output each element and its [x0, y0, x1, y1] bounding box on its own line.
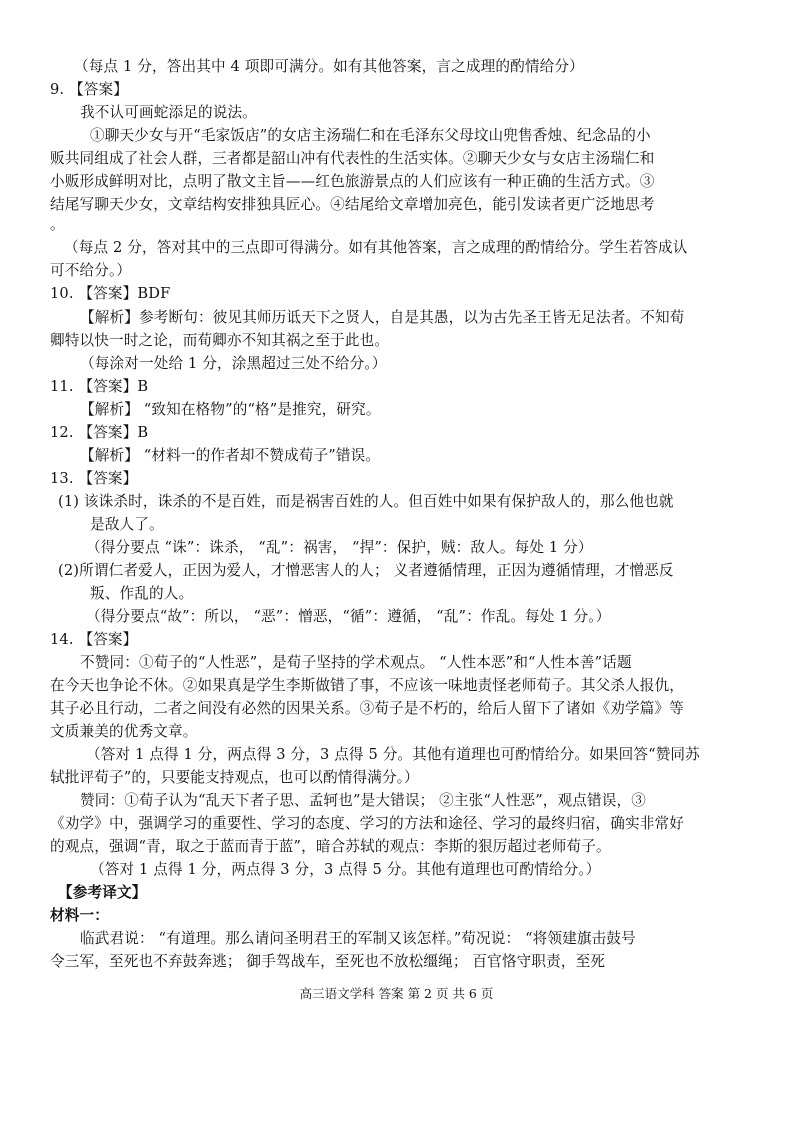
q9-answer-text: 小贩形成鲜明对比，点明了散文主旨——红色旅游景点的人们应该有一种正确的生活方式。③: [50, 173, 655, 190]
q9-answer-text: 贩共同组成了社会人群，三者都是韶山冲有代表性的生活实体。②聊天少女与女店主汤瑞仁和: [50, 150, 655, 167]
q14-disagree-answer: 在今天也争论不休。②如果真是学生李斯做错了事，不应该一味地责怪老师荀子。其父杀人报仇，: [50, 677, 684, 694]
q13-translation-2: (2)所谓仁者爱人，正因为爱人，才憎恶害人的人； 义者遵循情理，正因为遵循情理，才憎恶反: [58, 562, 674, 579]
scoring-note-q8: （每点 1 分，答出其中 4 项即可满分。如有其他答案，言之成理的酌情给分）: [74, 58, 584, 75]
q13-answer-heading: 13. 【答案】: [50, 470, 138, 487]
q9-answer-text: 我不认可画蛇添足的说法。: [80, 104, 257, 121]
q14-answer-heading: 14. 【答案】: [50, 631, 138, 648]
q13-translation-2: 叛、作乱的人。: [90, 585, 194, 602]
material-one-heading: 材料一：: [50, 907, 109, 924]
scoring-note-q10: （每涂对一处给 1 分，涂黑超过三处不给分。）: [80, 355, 387, 372]
reference-translation-heading: 【参考译文】: [58, 884, 147, 901]
q14-agree-answer: 《劝学》中，强调学习的重要性、学习的态度、学习的方法和途径、学习的最终归宿，确实非常好: [50, 815, 684, 832]
q14-agree-answer: 的观点，强调“青，取之于蓝而青于蓝”，暗合苏轼的观点：李斯的狠厉超过老师荀子。: [50, 838, 611, 855]
q9-answer-heading: 9. 【答案】: [50, 81, 128, 98]
scoring-note-q14: 轼批评荀子”的，只要能支持观点，也可以酌情得满分。）: [50, 769, 419, 786]
q14-agree-answer: 赞同：①荀子认为“乱天下者子思、孟轲也”是大错误； ②主张“人性恶”，观点错误，③: [80, 792, 647, 809]
scoring-points-2: （得分要点“故”：所以， “恶”：憎恶，“循”：遵循， “乱”：作乱。每处 1 分。）: [86, 608, 611, 625]
q10-answer-heading: 10. 【答案】BDF: [50, 285, 171, 302]
scoring-note-q14: （答对 1 点得 1 分，两点得 3 分，3 点得 5 分。其他有道理也可酌情给分。）: [90, 861, 601, 878]
q11-answer-heading: 11. 【答案】B: [50, 378, 149, 395]
scoring-note-q14: （答对 1 点得 1 分，两点得 3 分，3 点得 5 分。其他有道理也可酌情给分。如果回答“赞同苏: [86, 746, 700, 763]
q13-translation-1: 是敌人了。: [90, 516, 164, 533]
translation-text: 令三军，至死也不弃鼓奔逃； 御手驾战车，至死也不放松缰绳； 百官恪守职责，至死: [50, 953, 606, 970]
q9-answer-text: ①聊天少女与开“毛家饭店”的女店主汤瑞仁和在毛泽东父母坟山兜售香烛、纪念品的小: [90, 127, 651, 144]
q12-answer-heading: 12. 【答案】B: [50, 424, 149, 441]
page-footer: 高三语文学科 答案 第 2 页 共 6 页: [299, 986, 494, 1001]
q14-disagree-answer: 文质兼美的优秀文章。: [50, 723, 198, 740]
q9-answer-text: 结尾写聊天少女，文章结构安排独具匠心。④结尾给文章增加亮色，能引发读者更广泛地思考: [50, 196, 655, 213]
scoring-note-q9: 可不给分。）: [50, 262, 132, 279]
q10-analysis: 卿特以快一时之论，而荀卿亦不知其祸之至于此也。: [50, 332, 390, 349]
scoring-note-q9: （每点 2 分，答对其中的三点即可得满分。如有其他答案，言之成理的酌情给分。学生若答成认: [64, 239, 688, 256]
scoring-points-1: （得分要点 “诛”：诛杀， “乱”：祸害， “捍”：保护，贼：敌人。每处 1 分）: [86, 539, 593, 556]
q11-analysis: 【解析】 “致知在格物”的“格”是推究，研究。: [80, 401, 381, 418]
q14-disagree-answer: 其子必且行动，二者之间没有必然的因果关系。③荀子是不朽的，给后人留下了诸如《劝学篇》等: [50, 700, 684, 717]
q13-translation-1: (1) 该诛杀时，诛杀的不是百姓，而是祸害百姓的人。但百姓中如果有保护敌人的，那么他也就: [58, 493, 674, 510]
translation-text: 临武君说： “有道理。那么请问圣明君王的军制又该怎样。”荀况说： “将领建旗击鼓号: [80, 930, 636, 947]
q14-disagree-answer: 不赞同：①荀子的“人性恶”，是荀子坚持的学术观点。 “人性本恶”和“人性本善”话题: [80, 654, 632, 671]
q9-answer-text: 。: [50, 216, 65, 233]
q12-analysis: 【解析】 “材料一的作者却不赞成荀子”错误。: [80, 447, 381, 464]
q10-analysis: 【解析】参考断句：彼见其师历诋天下之贤人，自是其愚，以为古先圣王皆无足法者。不知荀: [80, 309, 685, 326]
